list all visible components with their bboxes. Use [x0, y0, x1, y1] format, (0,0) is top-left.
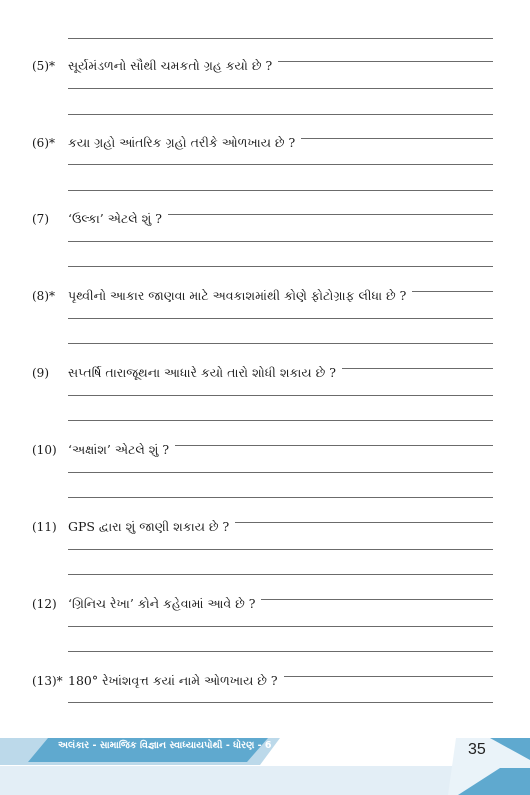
- question-8: [32, 286, 493, 306]
- question-10: [32, 440, 493, 460]
- answer-line: [68, 420, 493, 421]
- answer-line: [68, 395, 493, 396]
- answer-line: [261, 599, 493, 600]
- answer-line: [278, 61, 493, 62]
- answer-line: [68, 241, 493, 242]
- question-12: [32, 594, 493, 614]
- question-text: GPS દ્વારા શું જાણી શકાય છે ?: [68, 518, 230, 534]
- question-text: સૂર્યમંડળનો સૌથી ચમકતો ગ્રહ કયો છે ?: [68, 57, 273, 73]
- question-9: [32, 363, 493, 383]
- answer-line: [168, 214, 493, 215]
- answer-line: [235, 522, 493, 523]
- answer-line: [175, 445, 493, 446]
- answer-line: [68, 343, 493, 344]
- answer-line: [412, 291, 493, 292]
- answer-line: [68, 651, 493, 652]
- question-13: [32, 671, 493, 691]
- answer-line: [68, 88, 493, 89]
- answer-line: [68, 114, 493, 115]
- question-number: (6)*: [32, 136, 55, 150]
- question-number: (10): [32, 443, 57, 457]
- question-number: (11): [32, 520, 57, 534]
- answer-line: [68, 549, 493, 550]
- answer-line: [68, 702, 493, 703]
- answer-line: [68, 574, 493, 575]
- answer-line: [68, 497, 493, 498]
- question-number: (8)*: [32, 289, 55, 303]
- question-text: પૃથ્વીનો આકાર જાણવા માટે અવકાશમાંથી કોણે ફોટોગ્રાફ લીધા છે ?: [68, 287, 407, 303]
- question-number: (13)*: [32, 674, 63, 688]
- answer-line: [68, 318, 493, 319]
- question-number: (9): [32, 366, 49, 380]
- page-number: 35: [468, 741, 486, 758]
- question-7: [32, 209, 493, 229]
- answer-line: [68, 626, 493, 627]
- question-text: ‘ગ્રિનિચ રેખા’ કોને કહેવામાં આવે છે ?: [68, 595, 256, 611]
- answer-line: [68, 164, 493, 165]
- answer-line: [284, 676, 493, 677]
- question-6: [32, 133, 493, 153]
- footer-book-title: અલંકાર - સામાજિક વિજ્ઞાન સ્વાધ્યાયપોથી - ધોરણ - 6: [58, 740, 272, 751]
- question-11: [32, 517, 493, 537]
- answer-line: [68, 266, 493, 267]
- answer-line: [68, 38, 493, 39]
- question-text: ‘અક્ષાંશ’ એટલે શું ?: [68, 441, 170, 457]
- question-text: 180° રેખાંશવૃત્ત કયાં નામે ઓળખાય છે ?: [68, 672, 278, 688]
- question-number: (7): [32, 212, 49, 226]
- question-text: ‘ઉલ્કા’ એટલે શું ?: [68, 210, 162, 226]
- question-text: સપ્તર્ષિ તારાજૂથના આધારે કયો તારો શોધી શકાય છે ?: [68, 364, 336, 380]
- question-text: કયા ગ્રહો આંતરિક ગ્રહો તરીકે ઓળખાય છે ?: [68, 134, 296, 150]
- question-number: (5)*: [32, 59, 55, 73]
- answer-line: [68, 190, 493, 191]
- answer-line: [342, 368, 493, 369]
- answer-line: [68, 472, 493, 473]
- question-number: (12): [32, 597, 57, 611]
- question-5: [32, 56, 493, 76]
- answer-line: [301, 138, 493, 139]
